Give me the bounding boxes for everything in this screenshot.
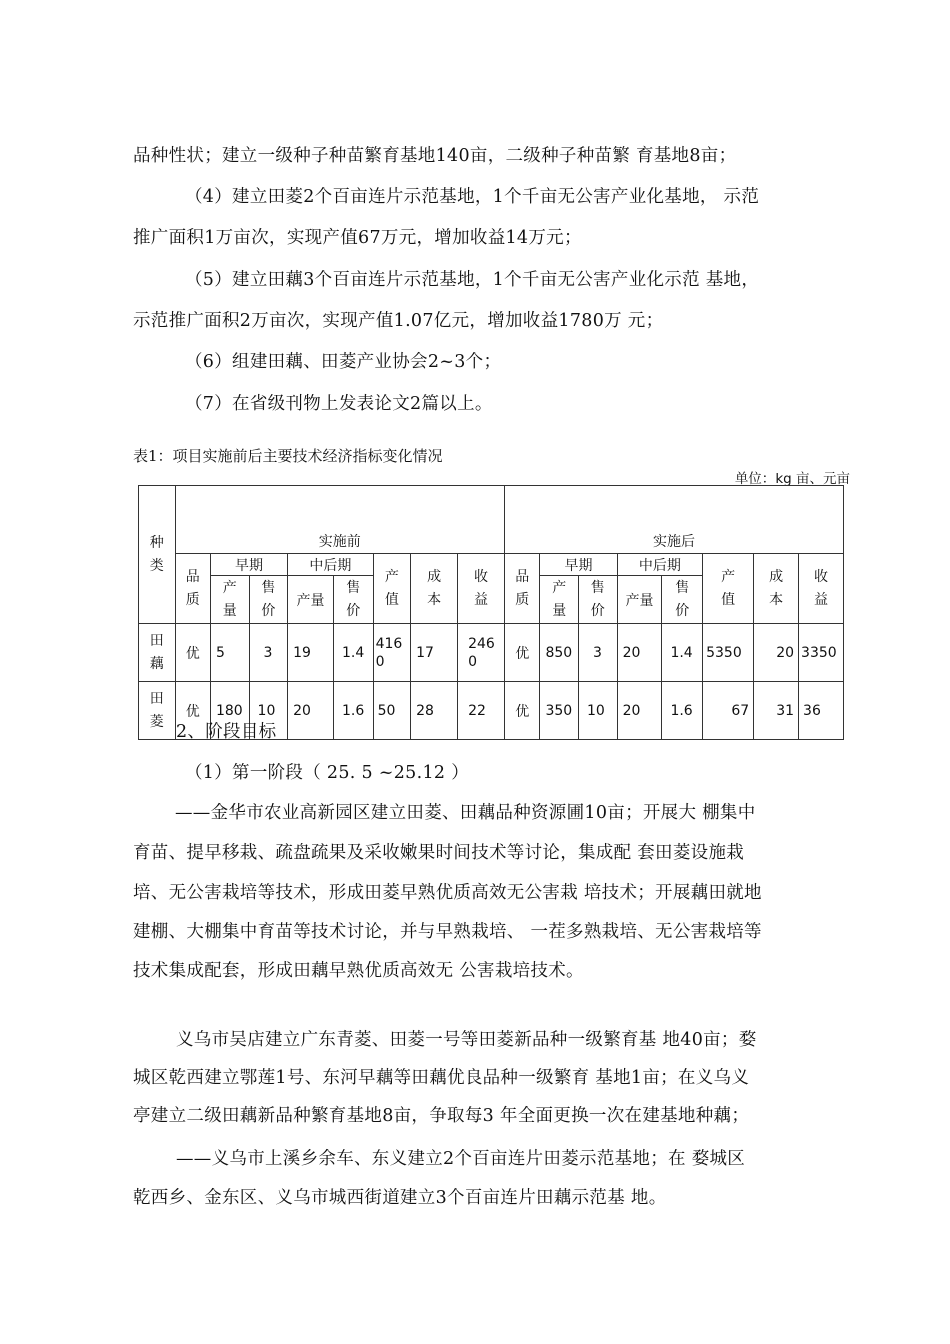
- table-unit: [735, 467, 850, 487]
- header-output: 产值: [373, 554, 411, 624]
- cell: 5350: [703, 624, 754, 682]
- cell: 67: [703, 682, 754, 740]
- header-early: 早期: [540, 554, 617, 576]
- cell: 优: [175, 624, 210, 682]
- header-midlate: 中后期: [288, 554, 374, 576]
- header-output: 产值: [703, 554, 754, 624]
- header-type: 种类: [139, 486, 176, 624]
- cell: 1.6: [662, 682, 703, 740]
- paragraph-line: （5）建立田藕3个百亩连片示范基地，1个千亩无公害产业化示范 基地，: [185, 270, 760, 290]
- cell: 优: [175, 682, 210, 740]
- cell: 3: [249, 624, 288, 682]
- paragraph-line: ——义乌市上溪乡余车、东义建立2个百亩连片田菱示范基地；在 婺城区: [176, 1149, 746, 1169]
- cell: 1.6: [333, 682, 373, 740]
- cell: 优: [504, 682, 539, 740]
- paragraph-line: 推广面积1万亩次，实现产值67万元，增加收益14万元；: [133, 228, 582, 248]
- unit-prefix: 单位：: [734, 471, 776, 487]
- cell: 20: [754, 624, 799, 682]
- header-cost: 成本: [754, 554, 799, 624]
- cell: 2460: [458, 624, 505, 682]
- table-caption: 表1：项目实施前后主要技术经济指标变化情况: [133, 447, 443, 465]
- cell: 31: [754, 682, 799, 740]
- paragraph-line: （7）在省级刊物上发表论文2篇以上。: [185, 394, 493, 414]
- header-yield: 产量: [210, 576, 249, 624]
- cell: 20: [617, 624, 662, 682]
- header-early: 早期: [210, 554, 287, 576]
- section-heading: 2、阶段目标: [176, 722, 277, 742]
- cell: 180: [210, 682, 249, 740]
- cell: 350: [540, 682, 579, 740]
- table-row: [139, 624, 844, 682]
- paragraph-line: ——金华市农业高新园区建立田菱、田藕品种资源圃10亩；开展大 棚集中: [175, 803, 756, 823]
- paragraph-line: 培、无公害栽培等技术，形成田菱早熟优质高效无公害栽 培技术；开展藕田就地: [133, 883, 762, 903]
- cell: 19: [288, 624, 334, 682]
- header-yield: 产量: [540, 576, 579, 624]
- header-cost: 成本: [411, 554, 458, 624]
- cell: 50: [373, 682, 411, 740]
- paragraph-line: 城区乾西建立鄂莲1号、东河早藕等田藕优良品种一级繁育 基地1亩；在义乌义: [133, 1068, 750, 1088]
- header-price: 售价: [333, 576, 373, 624]
- cell: 1.4: [662, 624, 703, 682]
- cell: 22: [458, 682, 505, 740]
- header-midlate: 中后期: [617, 554, 703, 576]
- paragraph-line: （6）组建田藕、田菱产业协会2~3个；: [185, 352, 502, 372]
- paragraph-line: 亭建立二级田藕新品种繁育基地8亩，争取每3 年全面更换一次在建基地种藕；: [133, 1106, 750, 1126]
- cell: 36: [799, 682, 844, 740]
- cell: 5: [210, 624, 249, 682]
- header-yield: 产量: [288, 576, 334, 624]
- stage-heading: （1）第一阶段（ 25. 5 ~25.12 ）: [185, 763, 470, 783]
- unit-latin: kg: [775, 471, 792, 487]
- cell: 20: [288, 682, 334, 740]
- cell: 3350: [799, 624, 844, 682]
- paragraph-line: 乾西乡、金东区、义乌市城西街道建立3个百亩连片田藕示范基 地。: [133, 1188, 667, 1208]
- cell: 17: [411, 624, 458, 682]
- header-after: 实施后: [504, 486, 843, 554]
- row-name: 田菱: [139, 682, 176, 740]
- cell: 1.4: [333, 624, 373, 682]
- header-profit: 收益: [458, 554, 505, 624]
- paragraph-line: 义乌市吴店建立广东青菱、田菱一号等田菱新品种一级繁育基 地40亩；婺: [176, 1030, 757, 1050]
- cell: 850: [540, 624, 579, 682]
- header-price: 售价: [249, 576, 288, 624]
- paragraph-line: 育苗、提早移栽、疏盘疏果及采收嫩果时间技术等讨论，集成配 套田菱设施栽: [133, 843, 745, 863]
- cell: 3: [579, 624, 618, 682]
- paragraph-line: 示范推广面积2万亩次，实现产值1.07亿元，增加收益1780万 元；: [133, 311, 664, 331]
- header-quality: 品质: [175, 554, 210, 624]
- cell: 28: [411, 682, 458, 740]
- paragraph-line: （4）建立田菱2个百亩连片示范基地，1个千亩无公害产业化基地， 示范: [185, 187, 760, 207]
- paragraph-line: 品种性状；建立一级种子种苗繁育基地140亩，二级种子种苗繁 育基地8亩；: [133, 146, 737, 166]
- cell: 10: [579, 682, 618, 740]
- header-yield: 产量: [617, 576, 662, 624]
- header-before: 实施前: [175, 486, 504, 554]
- cell: 10: [249, 682, 288, 740]
- cell: 20: [617, 682, 662, 740]
- header-quality: 品质: [504, 554, 539, 624]
- cell: 4160: [373, 624, 411, 682]
- header-price: 售价: [662, 576, 703, 624]
- paragraph-line: 技术集成配套，形成田藕早熟优质高效无 公害栽培技术。: [133, 961, 584, 981]
- row-name: 田藕: [139, 624, 176, 682]
- unit-suffix: 亩、元亩: [791, 471, 850, 487]
- indicator-table: [138, 485, 844, 740]
- paragraph-line: 建棚、大棚集中育苗等技术讨论，并与早熟栽培、 一茬多熟栽培、无公害栽培等: [133, 922, 762, 942]
- cell: 优: [504, 624, 539, 682]
- header-profit: 收益: [799, 554, 844, 624]
- header-price: 售价: [579, 576, 618, 624]
